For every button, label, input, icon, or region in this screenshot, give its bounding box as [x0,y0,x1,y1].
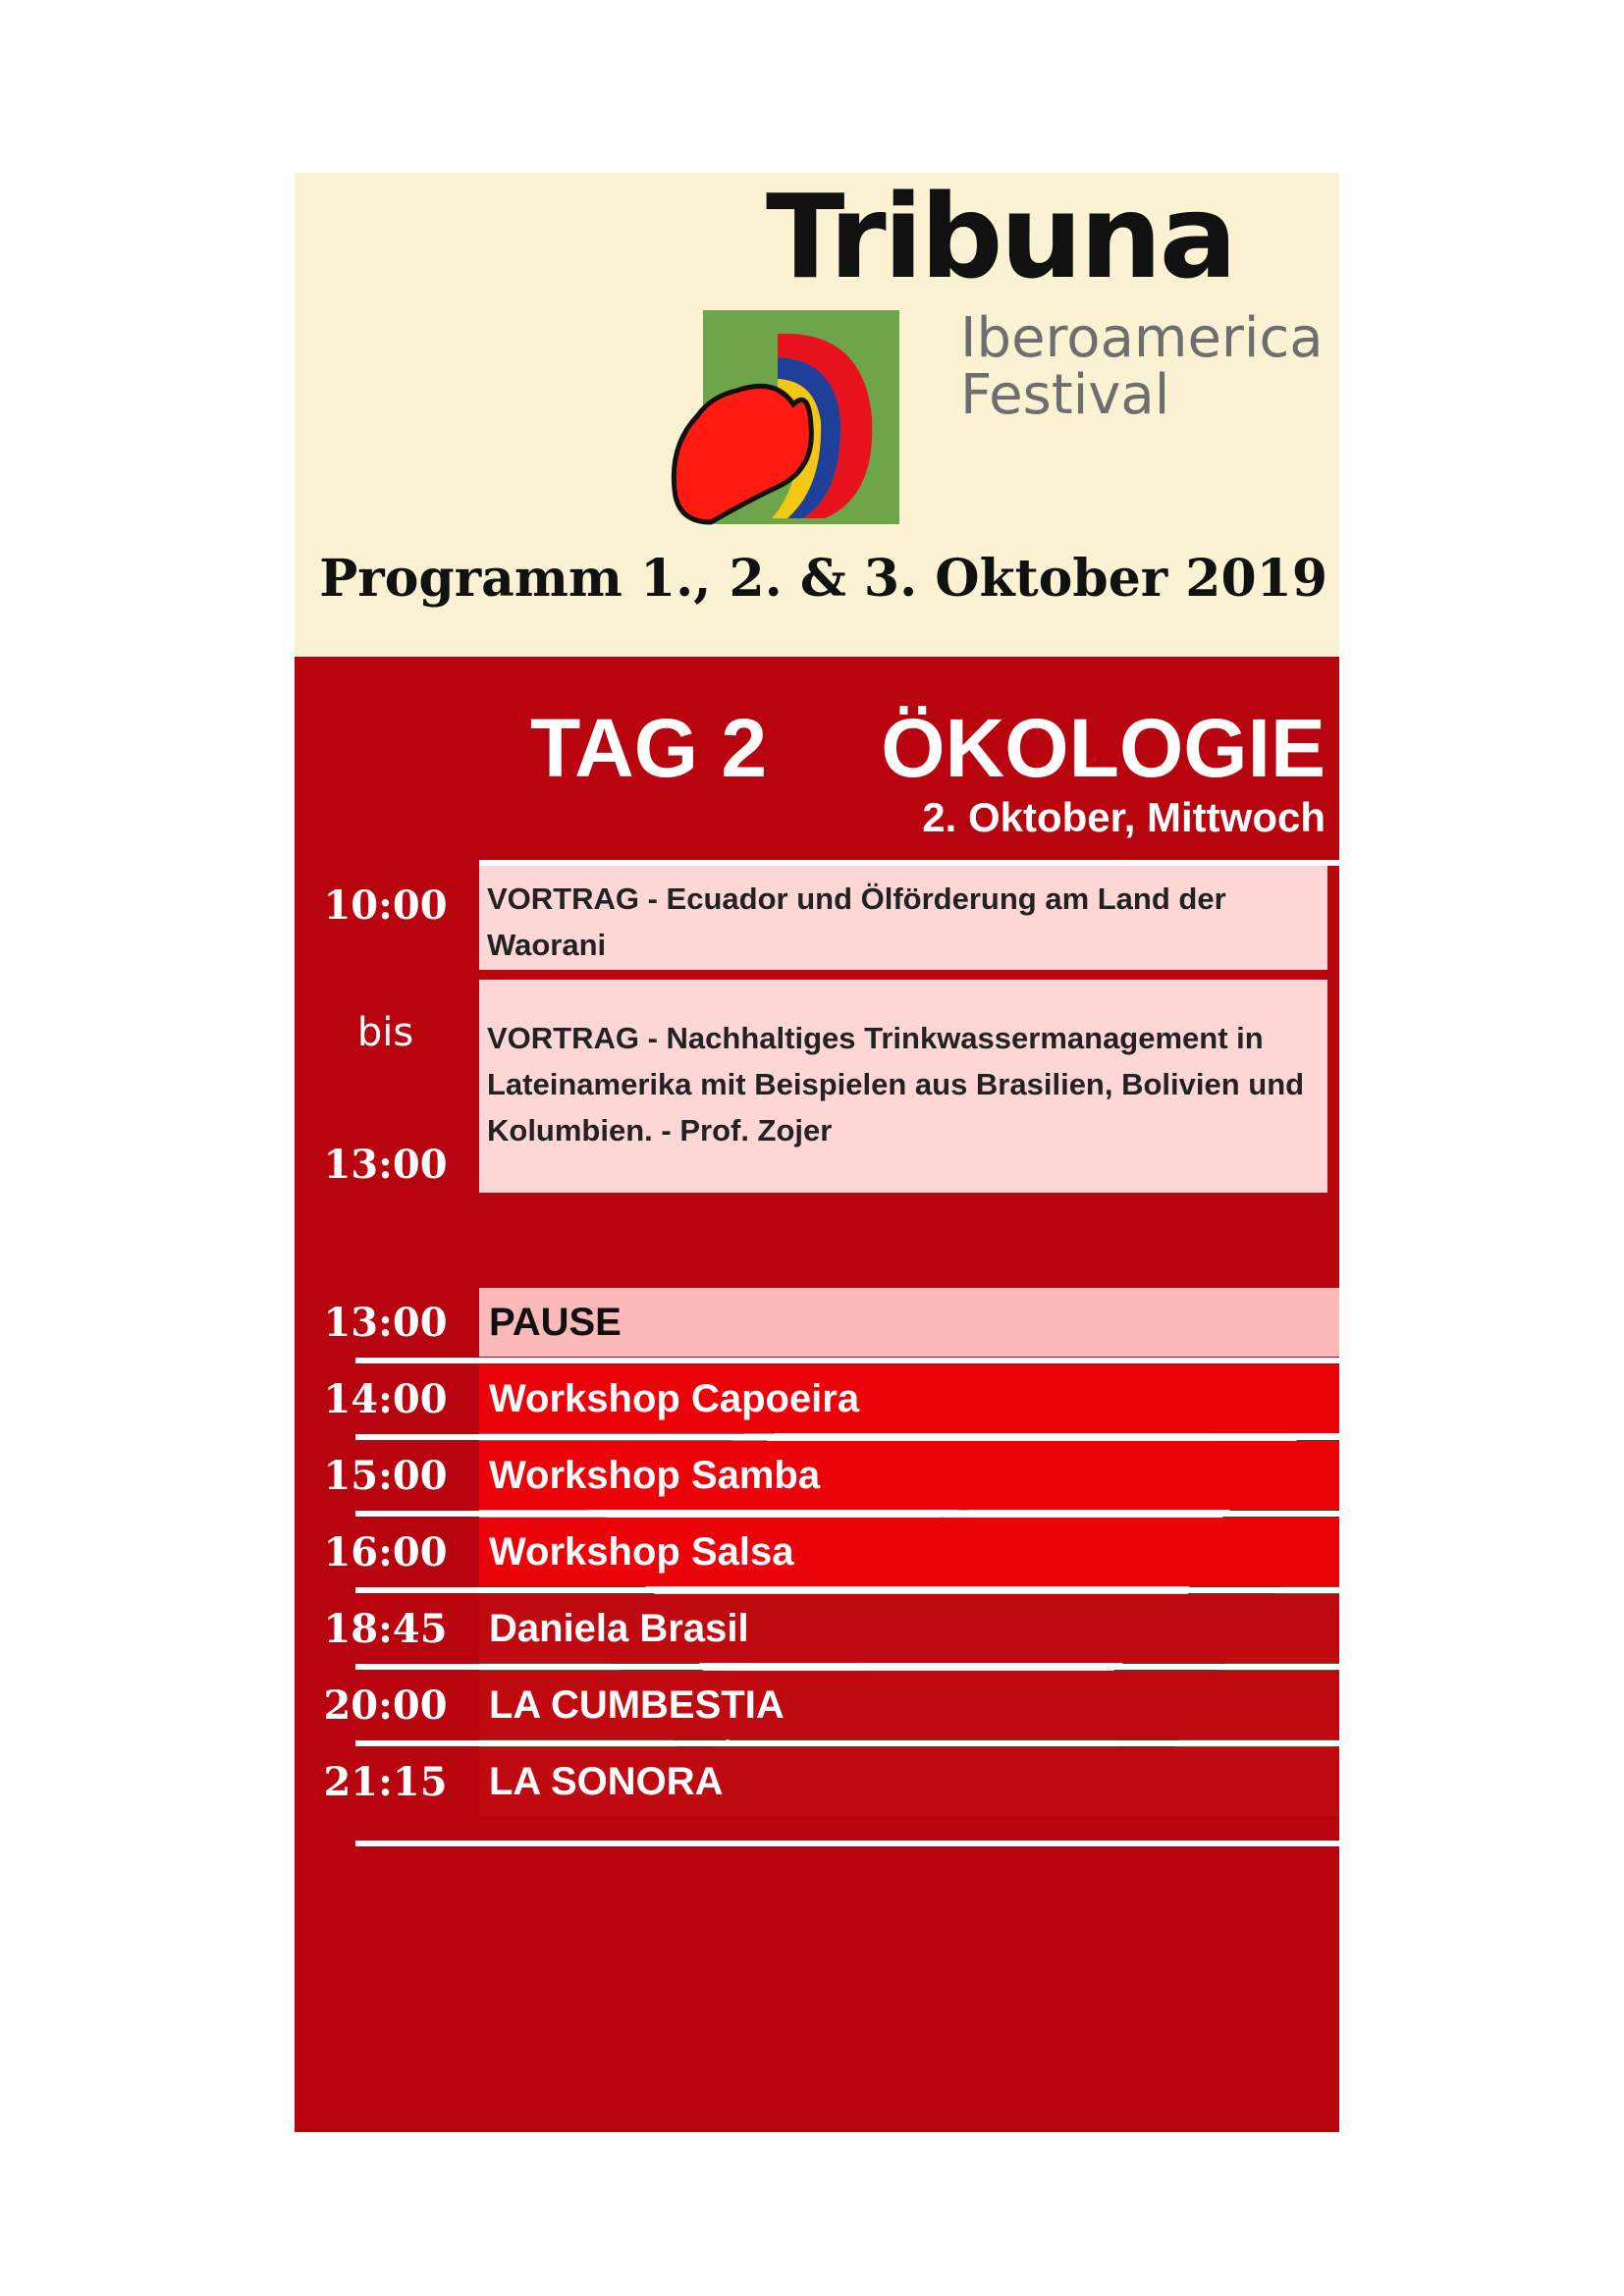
brand-subtitle-line1: Iberoamerica [960,306,1324,370]
brand-title: Tribuna [766,169,1235,304]
divider [355,1740,1339,1746]
time-start: 10:00 [323,882,448,929]
talk-item: VORTRAG - Ecuador und Ölförderung am Land der Waorani [479,866,1327,970]
time-bis: bis [356,1010,414,1055]
divider [355,1511,1339,1517]
day-date: 2. Oktober, Mittwoch [922,794,1326,840]
divider [355,1434,1339,1440]
slot-time: 14:00 [323,1376,448,1422]
day-schedule [295,657,1339,2132]
slot-time: 18:45 [323,1606,448,1652]
slot-title: Workshop Capoeira [479,1364,1339,1433]
slot-title: LA CUMBESTIA [479,1671,1339,1739]
slot-time: 15:00 [323,1453,448,1499]
day-theme: ÖKOLOGIE [881,702,1326,794]
program-dates: Programm 1., 2. & 3. Oktober 2019 [319,549,1327,609]
divider [355,1841,1339,1846]
slot-title: Workshop Samba [479,1441,1339,1510]
brand-subtitle [960,306,1324,427]
schedule-slot [295,1288,1339,1357]
schedule-slot [295,1518,1339,1586]
slot-title: LA SONORA [479,1747,1339,1816]
slot-time: 13:00 [323,1300,448,1346]
divider [355,1358,1339,1363]
festival-logo-icon [668,300,903,528]
slot-time: 21:15 [323,1759,448,1805]
slot-title: PAUSE [479,1288,1339,1357]
divider [355,1587,1339,1593]
schedule-slot [295,1441,1339,1510]
divider [355,1664,1339,1670]
schedule-slot [295,1364,1339,1433]
slot-title: Daniela Brasil [479,1594,1339,1663]
day-label: TAG 2 [530,702,768,794]
brand-subtitle-line2: Festival [960,363,1170,427]
header [295,169,1339,657]
schedule-slot [295,1594,1339,1663]
talk-item: VORTRAG - Nachhaltiges Trinkwassermanagement in Lateinamerika mit Beispielen aus Brasilien, Bolivien und Kolumbien. - Prof. Zojer [479,980,1327,1193]
slot-time: 20:00 [323,1682,448,1729]
slot-time: 16:00 [323,1529,448,1575]
schedule-slot [295,1747,1339,1816]
program-sheet [295,169,1339,2132]
slot-title: Workshop Salsa [479,1518,1339,1586]
schedule-slot [295,1671,1339,1739]
time-end: 13:00 [323,1142,448,1188]
